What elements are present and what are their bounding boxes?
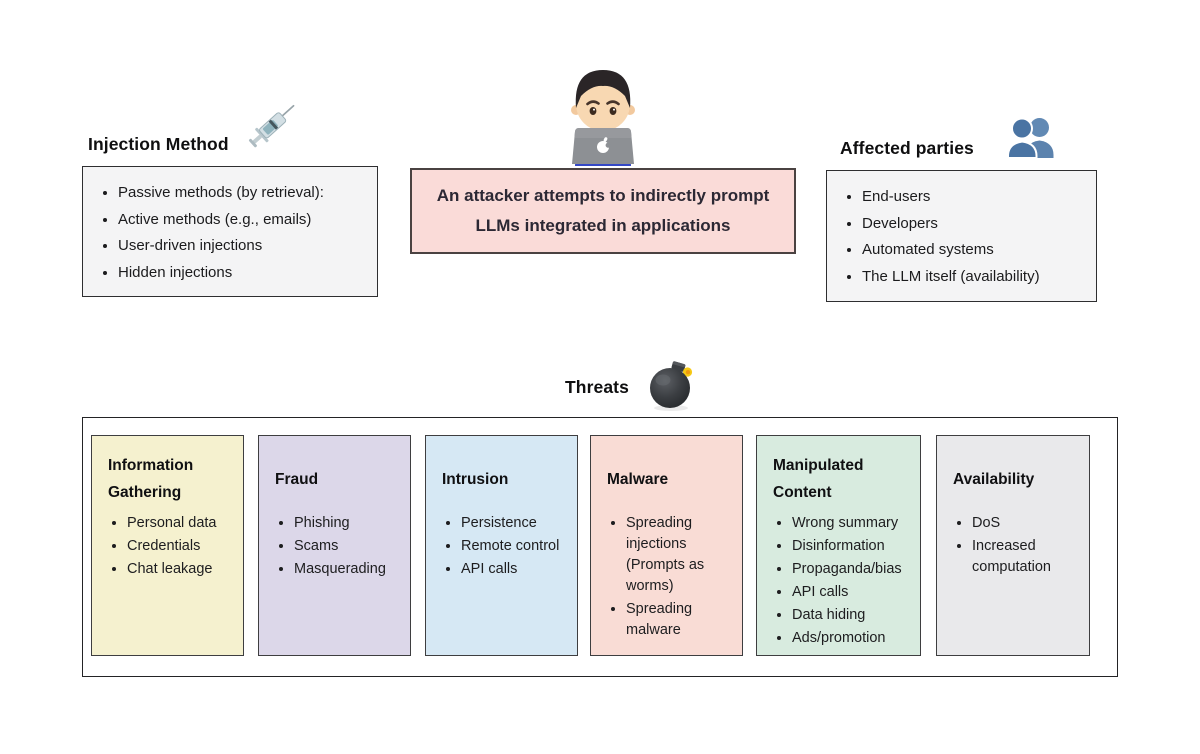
list-item: • Disinformation — [792, 536, 912, 557]
list-item: • API calls — [792, 582, 912, 603]
affected-parties-list — [842, 184, 1084, 290]
injection-method-heading: Injection Method — [88, 134, 229, 154]
list-item: • Passive methods (by retrieval): — [118, 180, 365, 207]
list-item: • Credentials — [127, 536, 235, 557]
list-item: • End-users — [862, 184, 1084, 211]
list-item: • Spreading malware — [626, 599, 734, 641]
injection-method-list — [98, 180, 365, 286]
list-item: • Masquerading — [294, 559, 402, 580]
card-list — [442, 513, 569, 580]
attacker-statement-line1: An attacker attempts to indirectly prompt — [436, 186, 770, 205]
list-item: • The LLM itself (availability) — [862, 264, 1084, 291]
threat-card-fraud — [258, 435, 411, 656]
list-item: • Wrong summary — [792, 513, 912, 534]
card-title: Manipulated Content — [773, 457, 864, 501]
list-item: • Personal data — [127, 513, 235, 534]
list-item: • Chat leakage — [127, 559, 235, 580]
list-item: • Propaganda/bias — [792, 559, 912, 580]
man-technologist-icon — [551, 60, 655, 166]
card-title: Intrusion — [442, 470, 509, 488]
attacker-statement-line2: LLMs integrated in applications — [475, 216, 731, 235]
syringe-icon — [241, 95, 305, 155]
threats-container — [82, 417, 1118, 677]
list-item: • Developers — [862, 211, 1084, 238]
threat-card-information-gathering — [91, 435, 244, 656]
threat-card-intrusion — [425, 435, 578, 656]
card-title: Fraud — [275, 470, 319, 488]
card-list — [275, 513, 402, 580]
list-item: • User-driven injections — [118, 233, 365, 260]
card-list — [953, 513, 1081, 578]
threat-card-manipulated-content — [756, 435, 921, 656]
list-item: • Hidden injections — [118, 260, 365, 287]
list-item: • Persistence — [461, 513, 569, 534]
list-item: • Increased computation — [972, 536, 1081, 578]
list-item: • DoS — [972, 513, 1081, 534]
threats-heading: Threats — [565, 377, 629, 397]
attacker-statement-box — [410, 168, 796, 254]
bomb-icon — [645, 358, 701, 412]
card-title: Malware — [607, 470, 669, 488]
affected-parties-heading: Affected parties — [840, 138, 974, 158]
card-list — [607, 513, 734, 641]
list-item: • Phishing — [294, 513, 402, 534]
list-item: • Spreading injections (Prompts as worms) — [626, 513, 734, 597]
threat-card-malware — [590, 435, 743, 656]
card-list — [773, 513, 912, 649]
card-title: Information Gathering — [108, 457, 194, 501]
list-item: • Remote control — [461, 536, 569, 557]
busts-in-silhouette-icon — [1006, 114, 1058, 162]
list-item: • Scams — [294, 536, 402, 557]
list-item: • Active methods (e.g., emails) — [118, 207, 365, 234]
injection-method-panel — [82, 166, 378, 297]
list-item: • Ads/promotion — [792, 628, 912, 649]
affected-parties-panel — [826, 170, 1097, 302]
card-list — [108, 513, 235, 580]
list-item: • API calls — [461, 559, 569, 580]
list-item: • Automated systems — [862, 237, 1084, 264]
card-title: Availability — [953, 470, 1035, 488]
list-item: • Data hiding — [792, 605, 912, 626]
threat-card-availability — [936, 435, 1090, 656]
